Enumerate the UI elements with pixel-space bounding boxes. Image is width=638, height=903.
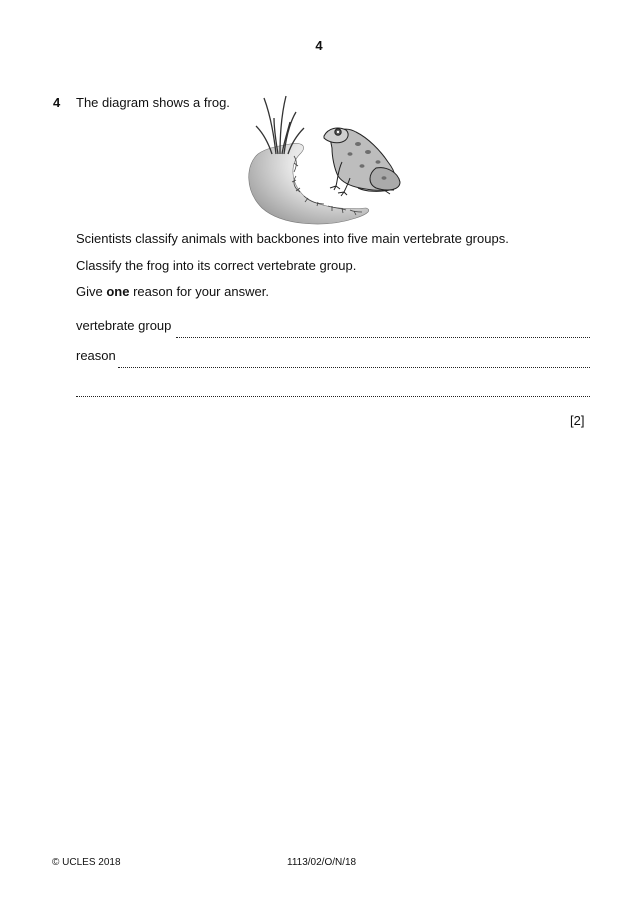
question-number: 4: [53, 95, 61, 110]
reason-answer-line-2[interactable]: [76, 396, 590, 397]
footer-paper-code: 1113/02/O/N/18: [287, 857, 357, 868]
footer-copyright: © UCLES 2018: [52, 857, 121, 868]
page-number: 4: [315, 38, 323, 53]
give-reason-text: [76, 284, 269, 299]
vertebrate-group-answer-line[interactable]: [176, 337, 590, 338]
frog-diagram: [238, 92, 410, 230]
give-prefix: Give: [76, 284, 107, 299]
question-intro: The diagram shows a frog.: [76, 95, 230, 110]
instruction-text: Classify the frog into its correct vertebrate group.: [76, 258, 357, 273]
frog: [324, 128, 400, 196]
reason-answer-line[interactable]: [118, 367, 590, 368]
context-text: Scientists classify animals with backbones into five main vertebrate groups.: [76, 231, 509, 246]
reason-label: reason: [76, 348, 116, 363]
give-emphasis: one: [106, 284, 130, 299]
give-suffix: reason for your answer.: [129, 284, 269, 299]
marks-allocation: [2]: [570, 413, 585, 428]
vertebrate-group-label: vertebrate group: [76, 318, 172, 333]
